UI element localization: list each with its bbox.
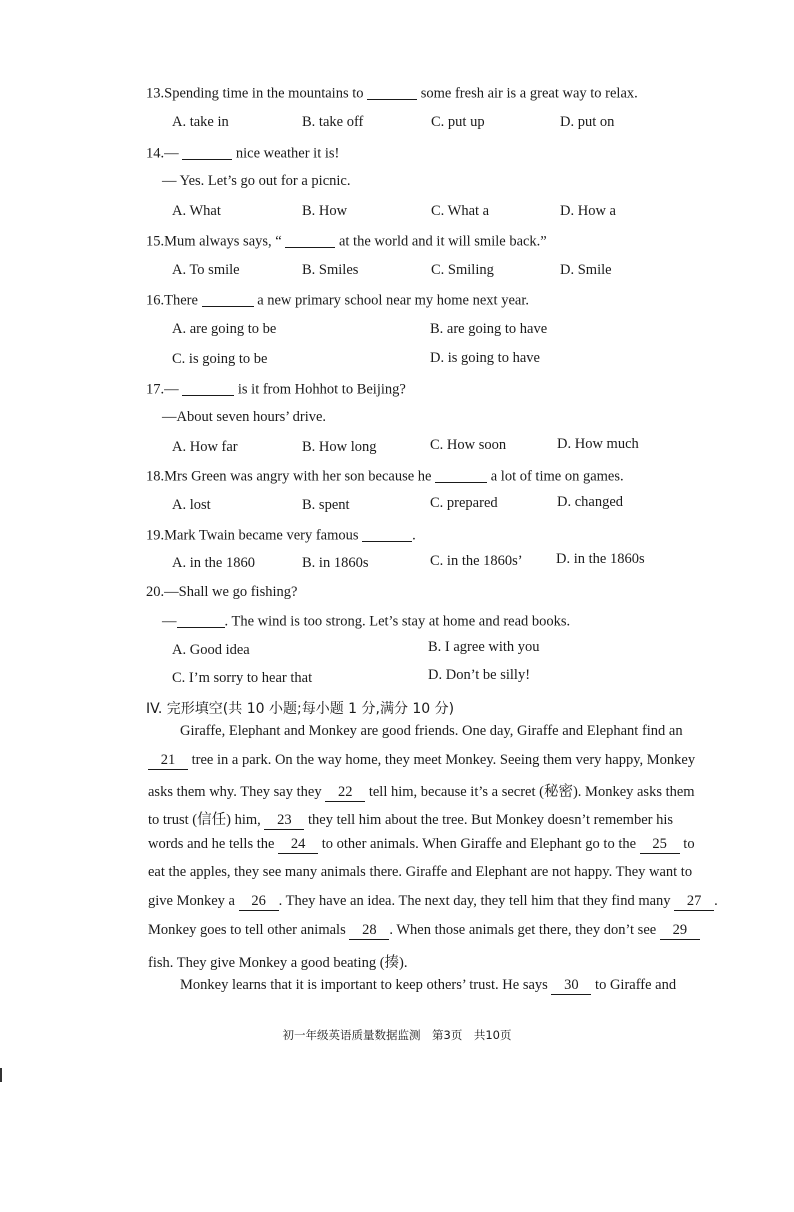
question-18-stem: 18.Mrs Green was angry with her son because he — [146, 468, 432, 485]
question-15-stem-end: at the world and it will smile back.” — [338, 233, 547, 250]
cloze-text: tell him, because it’s a secret (秘密). Monkey asks them — [365, 784, 695, 800]
reply-dash: — — [162, 613, 177, 630]
q18-option-d: D. changed — [557, 494, 624, 510]
q13-option-b: B. take off — [302, 114, 364, 130]
cloze-blank-30: 30 — [551, 978, 591, 995]
q20-option-c: C. I’m sorry to hear that — [172, 670, 313, 686]
cloze-blank-21: 21 — [148, 753, 188, 770]
question-14-stem: 14.— — [146, 145, 179, 162]
cloze-text: eat the apples, they see many animals there. Giraffe and Elephant are not happy. They want to — [148, 864, 693, 880]
answer-blank — [435, 467, 487, 483]
question-19-stem-end: . — [412, 527, 416, 544]
q16-option-b: B. are going to have — [430, 321, 548, 337]
cloze-line-4 — [148, 808, 736, 830]
cloze-line-2 — [148, 752, 736, 770]
question-17-stem: 17.— — [146, 381, 179, 398]
q13-option-a: A. take in — [172, 114, 229, 130]
q19-option-d: D. in the 1860s — [556, 551, 645, 567]
cloze-text: tree in a park. On the way home, they meet Monkey. Seeing them very happy, Monkey — [188, 752, 696, 768]
question-16 — [146, 291, 529, 310]
answer-blank — [182, 380, 234, 396]
q17-option-c: C. How soon — [430, 437, 507, 453]
q16-option-d: D. is going to have — [430, 350, 540, 366]
cloze-text: to trust (信任) him, — [148, 812, 265, 828]
cloze-blank-25: 25 — [640, 837, 680, 854]
cloze-blank-26: 26 — [239, 894, 279, 911]
question-13-stem-end: some fresh air is a great way to relax. — [420, 85, 638, 102]
q18-option-c: C. prepared — [430, 495, 498, 511]
question-17-reply: —About seven hours’ drive. — [162, 409, 327, 425]
q15-option-c: C. Smiling — [431, 262, 494, 278]
q14-option-d: D. How a — [560, 203, 616, 219]
q18-option-a: A. lost — [172, 497, 211, 513]
question-20: 20.—Shall we go fishing? — [146, 584, 298, 600]
q19-option-b: B. in 1860s — [302, 555, 369, 571]
cloze-line-6 — [148, 864, 736, 881]
cloze-blank-29: 29 — [660, 923, 700, 940]
q16-option-a: A. are going to be — [172, 321, 277, 337]
question-13-stem: 13.Spending time in the mountains to — [146, 85, 364, 102]
cloze-blank-27: 27 — [674, 894, 714, 911]
q15-option-d: D. Smile — [560, 262, 612, 278]
cloze-line-10 — [180, 977, 768, 995]
question-17 — [146, 380, 406, 399]
q17-option-d: D. How much — [557, 436, 639, 452]
q20-option-a: A. Good idea — [172, 642, 250, 658]
cloze-text: . When those animals get there, they don’t see — [389, 922, 660, 938]
question-20-reply-text: . The wind is too strong. Let’s stay at home and read books. — [224, 613, 571, 630]
q14-option-c: C. What a — [431, 203, 490, 219]
question-15 — [146, 232, 547, 251]
cloze-blank-24: 24 — [278, 837, 318, 854]
q19-option-c: C. in the 1860s’ — [430, 553, 523, 569]
answer-blank — [202, 291, 254, 307]
cloze-line-8 — [148, 922, 736, 940]
cloze-text: fish. They give Monkey a good beating (揍). — [148, 955, 408, 971]
cloze-text: . — [714, 893, 718, 909]
question-20-reply — [162, 612, 570, 631]
question-14-stem-end: nice weather it is! — [235, 145, 340, 162]
question-13 — [146, 84, 638, 103]
cloze-text: Giraffe, Elephant and Monkey are good friends. One day, Giraffe and Elephant find an — [180, 723, 683, 739]
answer-blank — [367, 84, 417, 100]
cloze-line-5 — [148, 836, 736, 854]
q19-option-a: A. in the 1860 — [172, 555, 255, 571]
cloze-text: . They have an idea. The next day, they tell him that they find many — [278, 893, 675, 909]
question-18 — [146, 467, 624, 486]
cloze-line-7 — [148, 893, 736, 911]
q18-option-b: B. spent — [302, 497, 350, 513]
answer-blank — [285, 232, 335, 248]
question-14-reply: — Yes. Let’s go out for a picnic. — [162, 173, 351, 189]
page-footer: 初一年级英语质量数据监测 第3页 共10页 — [282, 1028, 512, 1042]
q13-option-d: D. put on — [560, 114, 615, 130]
cloze-line-3 — [148, 780, 736, 802]
question-17-stem-end: is it from Hohhot to Beijing? — [237, 381, 406, 398]
cloze-text: to — [679, 836, 695, 852]
cloze-text: to Giraffe and — [591, 977, 677, 993]
question-19-stem: 19.Mark Twain became very famous — [146, 527, 359, 544]
q14-option-a: A. What — [172, 203, 221, 219]
q17-option-b: B. How long — [302, 439, 377, 455]
q16-option-c: C. is going to be — [172, 351, 268, 367]
cloze-text: asks them why. They say they — [148, 784, 326, 800]
q15-option-a: A. To smile — [172, 262, 240, 278]
answer-blank — [177, 612, 225, 628]
q13-option-c: C. put up — [431, 114, 485, 130]
section-4-title: IV. 完形填空(共 10 小题;每小题 1 分,满分 10 分) — [146, 701, 455, 717]
cloze-blank-22: 22 — [325, 785, 365, 802]
cloze-text: to other animals. When Giraffe and Elephant go to the — [318, 836, 640, 852]
cloze-text: Monkey goes to tell other animals — [148, 922, 350, 938]
question-19 — [146, 526, 416, 545]
answer-blank — [362, 526, 412, 542]
q20-option-b: B. I agree with you — [428, 639, 540, 655]
answer-blank — [182, 144, 232, 160]
question-18-stem-end: a lot of time on games. — [490, 468, 624, 485]
cloze-line-9 — [148, 951, 736, 972]
q20-option-d: D. Don’t be silly! — [428, 667, 531, 683]
scan-edge-mark — [0, 1068, 2, 1082]
cloze-blank-23: 23 — [264, 813, 304, 830]
question-14 — [146, 144, 339, 163]
cloze-blank-28: 28 — [349, 923, 389, 940]
question-16-stem: 16.There — [146, 292, 198, 309]
q15-option-b: B. Smiles — [302, 262, 359, 278]
cloze-text: Monkey learns that it is important to keep others’ trust. He says — [180, 977, 552, 993]
question-16-stem-end: a new primary school near my home next year. — [257, 292, 529, 309]
cloze-text: they tell him about the tree. But Monkey doesn’t remember his — [304, 812, 674, 828]
q17-option-a: A. How far — [172, 439, 238, 455]
cloze-line-1 — [180, 723, 768, 740]
q14-option-b: B. How — [302, 203, 348, 219]
cloze-text: give Monkey a — [148, 893, 239, 909]
question-15-stem: 15.Mum always says, “ — [146, 233, 282, 250]
cloze-text: words and he tells the — [148, 836, 279, 852]
